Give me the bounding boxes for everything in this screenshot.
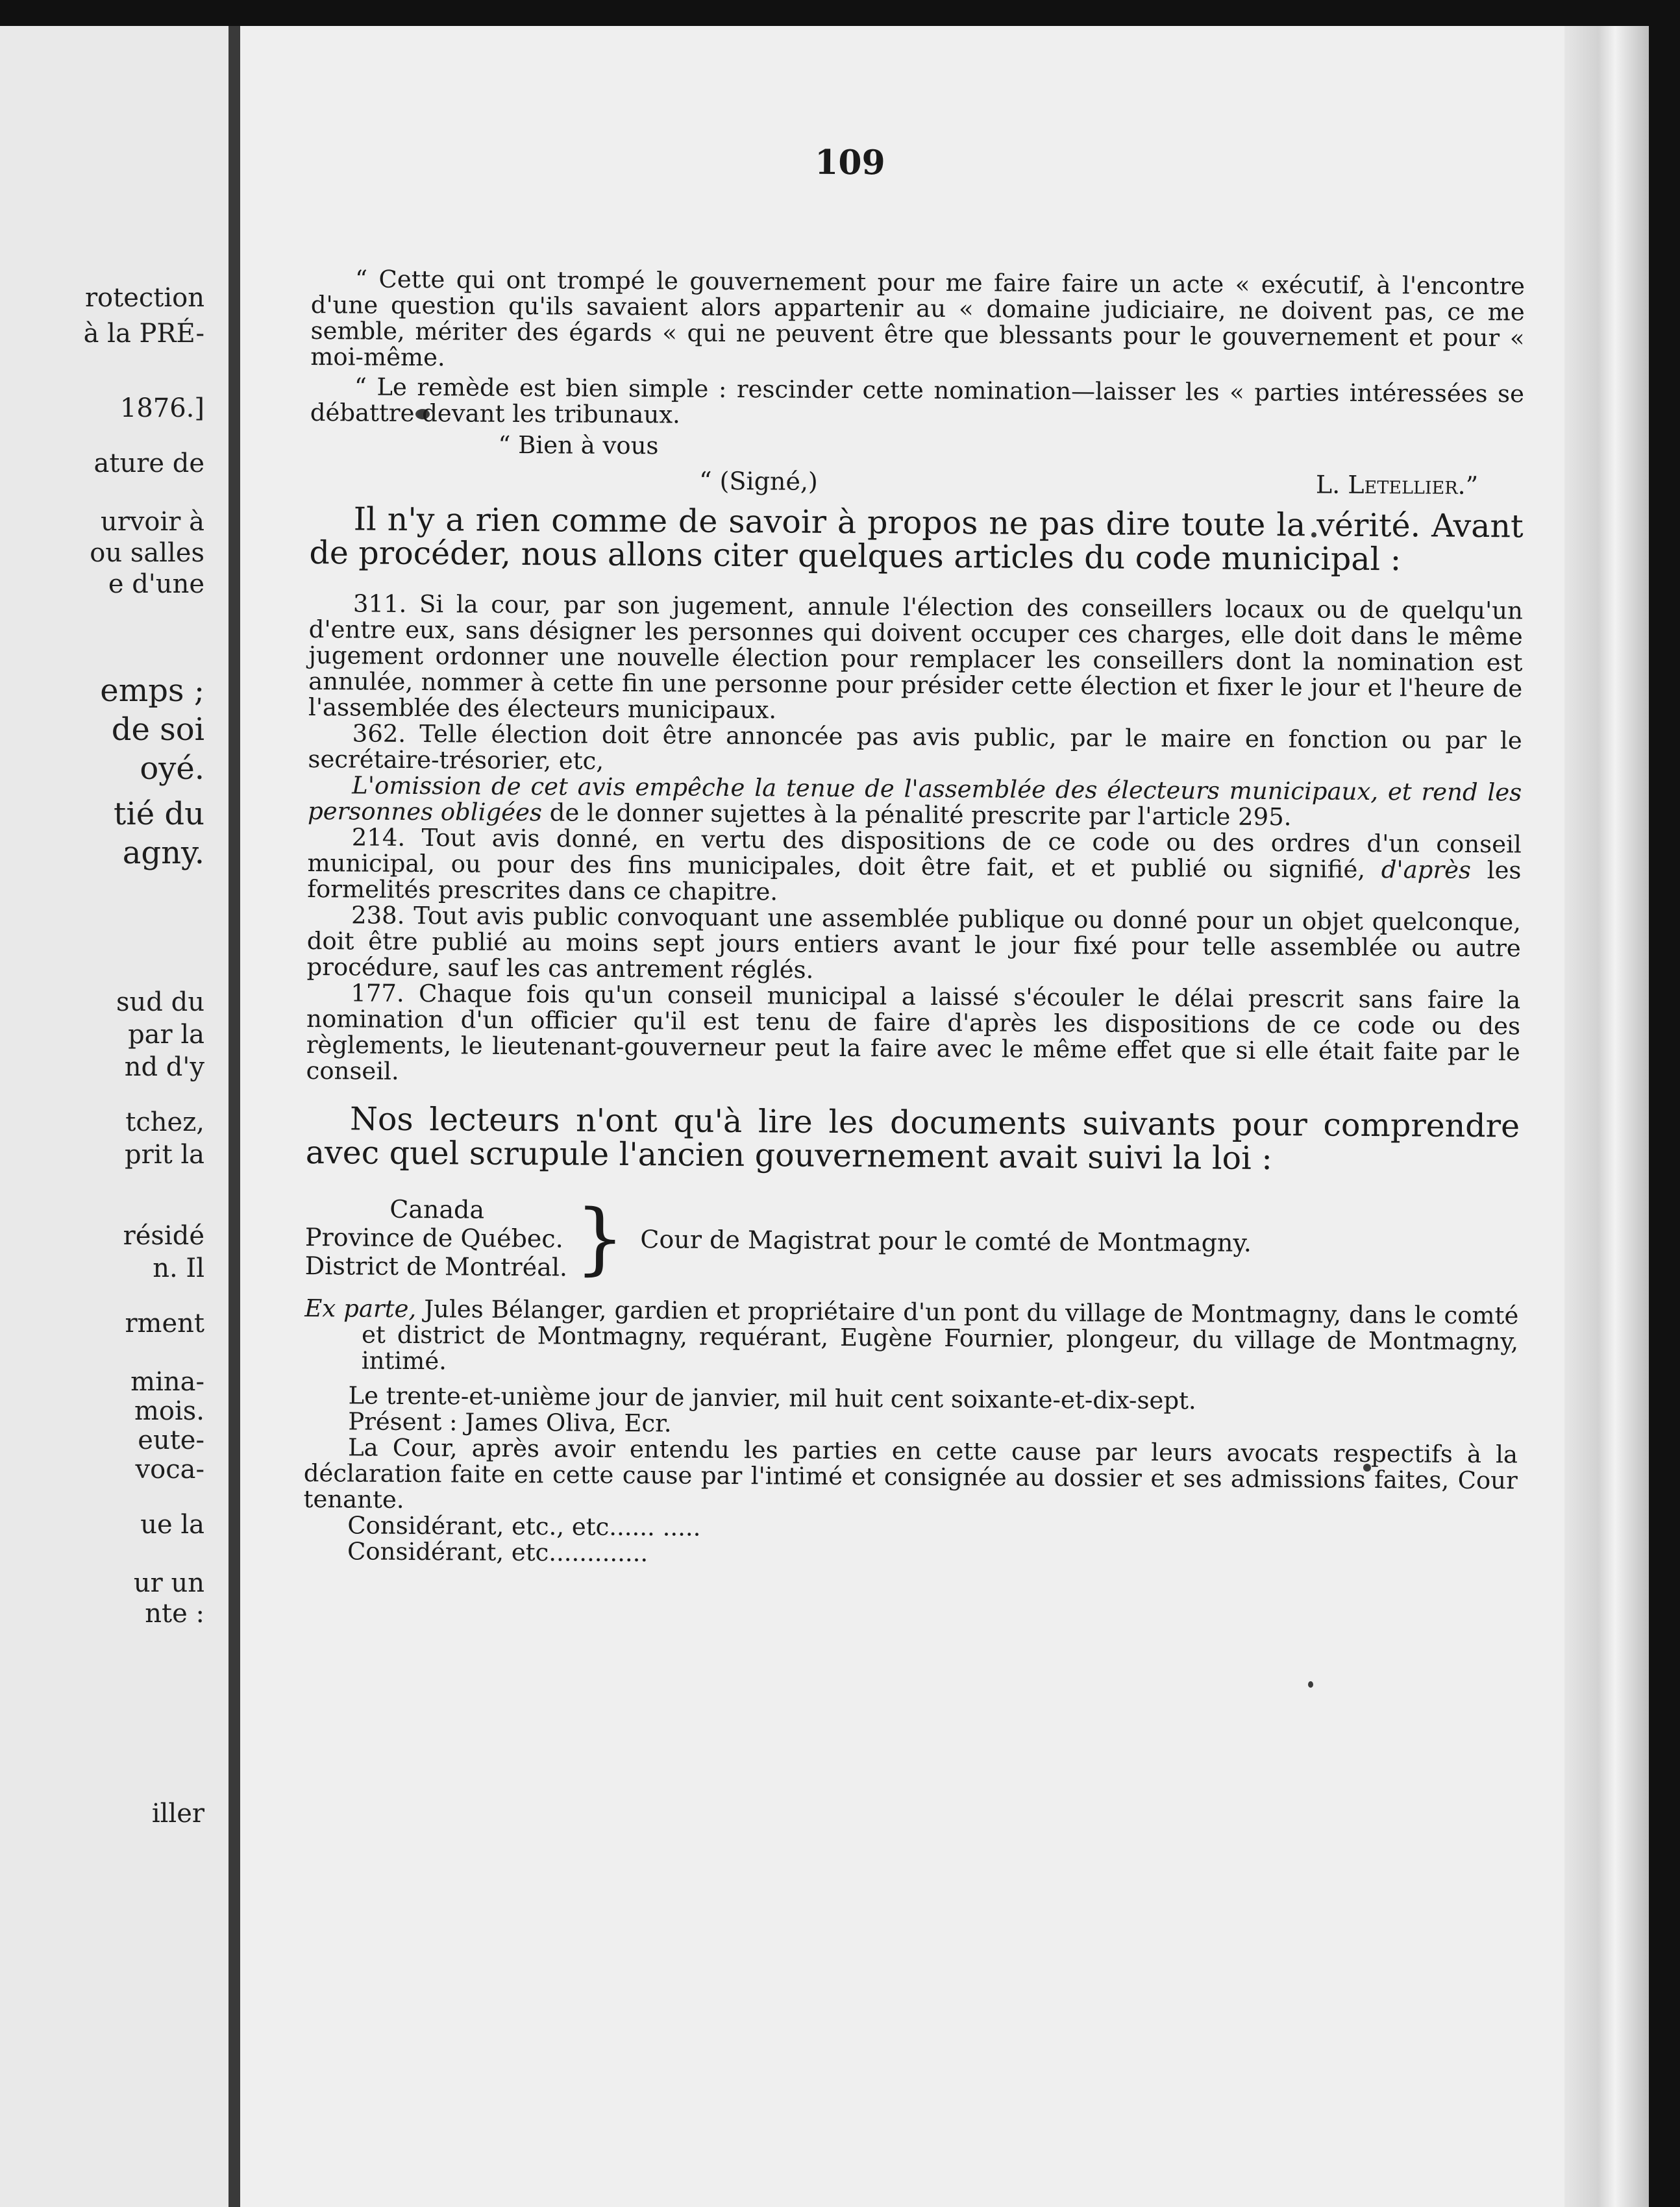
readers-paragraph: Nos lecteurs n'ont qu'à lire les documents suivants pour comprendre avec quel scrupule l'ancien gouvernement avait suivi la loi : xyxy=(305,1100,1520,1177)
fragment-line: de soi xyxy=(111,711,204,748)
fragment-line: 1876.] xyxy=(119,393,204,423)
article-214 xyxy=(307,824,1522,909)
signature-row xyxy=(310,463,1524,500)
fragment-line: mina- xyxy=(130,1367,204,1397)
fragment-line: tchez, xyxy=(125,1107,204,1137)
page-number: 109 xyxy=(814,142,885,183)
article-362: 362. Telle élection doit être annoncée pas avis public, par le maire en fonction ou par le secrétaire-trésorier, etc, xyxy=(308,719,1522,775)
fragment-line: rment xyxy=(125,1309,204,1338)
page-text xyxy=(303,142,1526,1572)
fragment-line: emps ; xyxy=(100,672,204,709)
letter-quote-paragraph: “ Cette qui ont trompé le gouvernement pour me faire faire un acte « exécutif, à l'encontre d'une question qu'ils savaient alors appartenir au « domaine judiciaire, ne doivent pas, ce me semble, mériter des égards « qui ne peuvent être que blessants pour le gouvernement et pour « moi-même. xyxy=(310,265,1526,372)
fragment-line: mois. xyxy=(134,1396,204,1426)
italic-emphasis: L'omission de cet avis empêche la tenue de l'assemblée des électeurs municipaux, et rend les personnes obligées xyxy=(307,771,1522,827)
address-line: Canada xyxy=(389,1194,485,1224)
article-362-continued xyxy=(308,772,1522,832)
fragment-line: tié du xyxy=(114,796,204,832)
fragment-line: ou salles xyxy=(90,538,204,568)
judgment-considerant: Considérant, etc............. xyxy=(347,1537,649,1568)
fragment-line: sud du xyxy=(116,987,204,1017)
fragment-line: ue la xyxy=(140,1510,204,1540)
fragment-line: eute- xyxy=(138,1425,204,1455)
judgment-date: Le trente-et-unième jour de janvier, mil huit cent soixante-et-dix-sept. xyxy=(348,1381,1196,1415)
fragment-line: urvoir à xyxy=(100,507,204,537)
letter-quote-paragraph: “ Le remède est bien simple : rescinder cette nomination—laisser les « parties intéressées se débattre devant les tribunaux. xyxy=(310,373,1525,429)
fragment-line: ature de xyxy=(93,449,204,478)
court-name: Cour de Magistrat pour le comté de Montmagny. xyxy=(640,1225,1252,1257)
article-238: 238. Tout avis public convoquant une assemblée publique ou donné pour un objet quelconque, doit être publié au moins sept jours entiers avant le jour fixé pour telle assemblée ou autre procédure, sauf les cas antrement réglés. xyxy=(306,901,1522,984)
book-page xyxy=(240,26,1649,2207)
italic-emphasis: d'après xyxy=(1381,856,1472,884)
facing-page-fragment xyxy=(0,26,230,2207)
ex-parte-label: Ex parte, xyxy=(304,1294,417,1324)
fragment-line: nd d'y xyxy=(124,1052,204,1082)
intro-paragraph: Il n'y a rien comme de savoir à propos ne pas dire toute la vérité. Avant de procéder, nous allons citer quelques articles du code municipal : xyxy=(309,500,1524,578)
judgment-considerant: Considérant, etc., etc...... ..... xyxy=(347,1511,701,1542)
court-header xyxy=(305,1194,1520,1287)
signed-label: “ (Signé,) xyxy=(699,466,818,496)
address-line: District de Montréal. xyxy=(304,1251,568,1282)
article-text: de le donner sujettes à la pénalité prescrite par l'article 295. xyxy=(541,798,1292,832)
fragment-line: rotection xyxy=(84,283,204,313)
article-text: 214. Tout avis donné, en vertu des dispositions de ce code ou des ordres d'un conseil municipal, ou pour des fins municipales, doit être fait, et et publié ou signifié, xyxy=(307,823,1522,884)
judgment-body: La Cour, après avoir entendu les parties en cette cause par leurs avocats respectifs à la déclaration faite en cette cause par l'intimé et consignée au dossier et ses admissions faites, Cour tenante. xyxy=(303,1433,1518,1514)
article-text: les formelités prescrites dans ce chapitre. xyxy=(307,856,1522,906)
judgment-present: Présent : James Oliva, Ecr. xyxy=(348,1407,672,1438)
page-edge xyxy=(1564,26,1649,2207)
ex-parte-text: Jules Bélanger, gardien et propriétaire d'un pont du village de Montmagny, dans le comté et district de Montmagny, requérant, Eugène Fournier, plongeur, du village de Montmagny, intimé. xyxy=(361,1295,1519,1375)
fragment-line: n. Il xyxy=(153,1253,204,1283)
letter-closing: “ Bien à vous xyxy=(498,430,659,460)
fragment-line: à la PRÉ- xyxy=(83,319,204,349)
signature-name: L. Letellier.” xyxy=(1315,470,1479,500)
fragment-line: résidé xyxy=(123,1221,204,1251)
fragment-line: prit la xyxy=(125,1140,204,1170)
fragment-line: ur un xyxy=(133,1568,204,1598)
address-line: Province de Québec. xyxy=(304,1222,563,1253)
fragment-line: voca- xyxy=(135,1455,204,1485)
fragment-line: oyé. xyxy=(140,750,204,787)
ex-parte-paragraph xyxy=(304,1296,1519,1381)
fragment-line: par la xyxy=(128,1020,204,1050)
fragment-line: nte : xyxy=(145,1599,204,1629)
fragment-line: agny. xyxy=(122,835,204,871)
fragment-line: iller xyxy=(151,1799,204,1829)
court-address xyxy=(305,1194,572,1282)
ink-dot xyxy=(1308,1681,1313,1688)
article-311: 311. Si la cour, par son jugement, annule l'élection des conseillers locaux ou de quelqu'un d'entre eux, sans désigner les personnes qui doivent occuper ces charges, elle doit dans le même jugement ordonner une nouvelle élection pour remplacer les conseillers dont la nomination est annulée, nommer à cette fin une personne pour présider cette élection et fixer le jour et l'heure de l'assemblée des électeurs municipaux. xyxy=(308,589,1524,724)
article-177: 177. Chaque fois qu'un conseil municipal a laissé s'écouler le délai prescrit sans faire la nomination d'un officier qu'il est tenu de faire d'après les dispositions de ce code ou des règlements, le lieutenant-gouverneur peut la faire avec le même effet que si elle était faite par le conseil. xyxy=(306,979,1521,1085)
fragment-line: e d'une xyxy=(108,569,204,599)
curly-brace: } xyxy=(574,1193,625,1284)
